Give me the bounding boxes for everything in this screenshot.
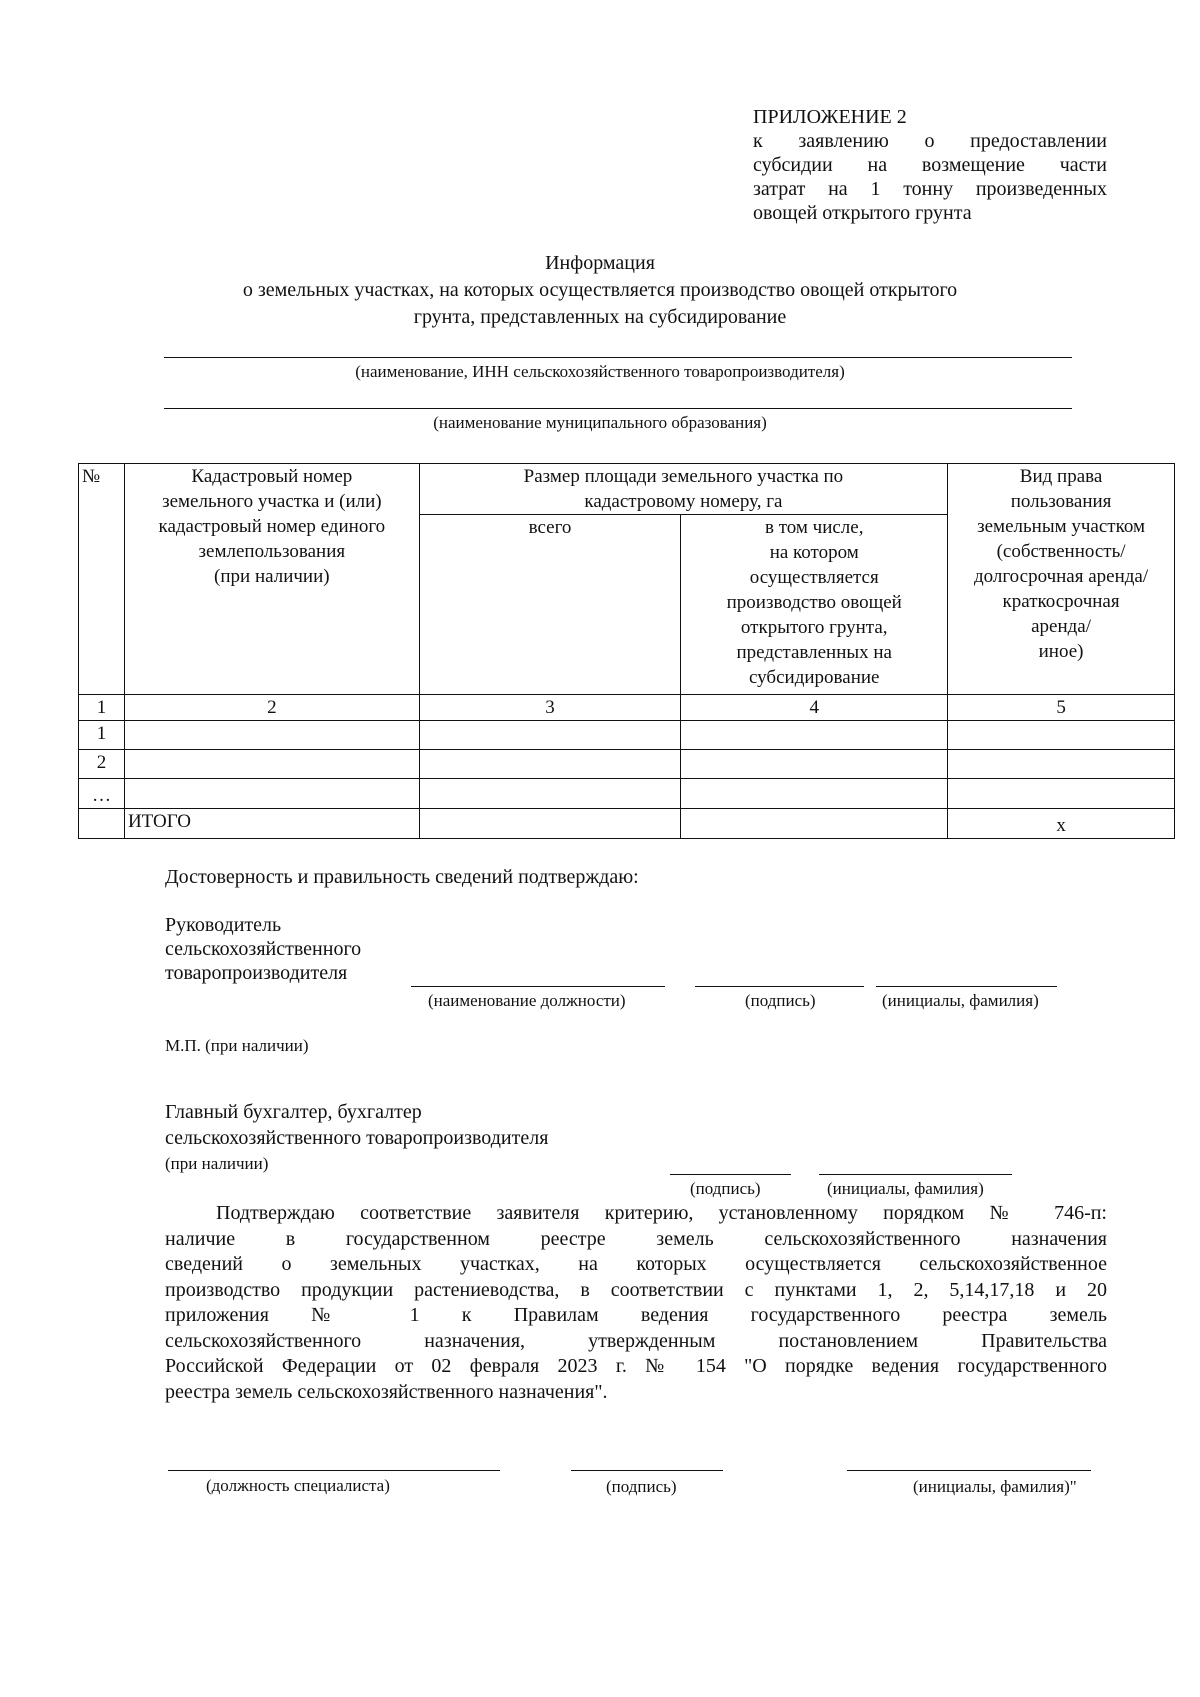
col-number: 4 bbox=[681, 695, 948, 721]
position-line bbox=[411, 986, 665, 987]
head-label: сельскохозяйственного bbox=[165, 938, 362, 960]
position-caption: (наименование должности) bbox=[428, 991, 626, 1010]
specialist-name-caption: (инициалы, фамилия)" bbox=[913, 1477, 1077, 1496]
paragraph-line: наличие в государственном реестре земель сельскохозяйственного назначения bbox=[165, 1228, 1107, 1250]
paragraph-line: Российской Федерации от 02 февраля 2023 г. № 154 "О порядке ведения государственного bbox=[165, 1355, 1107, 1377]
paragraph-line: производство продукции растениеводства, в соответствии с пунктами 1, 2, 5,14,17,18 и 20 bbox=[165, 1279, 1107, 1301]
land-plots-table bbox=[78, 463, 1175, 839]
document-subtitle: о земельных участках, на которых осуществляется производство овощей открытого bbox=[242, 279, 958, 301]
appendix-line: субсидии на возмещение части bbox=[753, 154, 1107, 176]
document-subtitle: грунта, представленных на субсидирование bbox=[413, 306, 787, 328]
accountant-name-line bbox=[819, 1174, 1012, 1175]
header-area: Размер площади земельного участка по кадастровому номеру, га bbox=[419, 464, 947, 515]
municipality-caption: (наименование муниципального образования) bbox=[433, 413, 767, 432]
row-num: … bbox=[79, 779, 125, 809]
head-label: товаропроизводителя bbox=[165, 962, 348, 984]
col-number: 1 bbox=[79, 695, 125, 721]
name-caption: (инициалы, фамилия) bbox=[882, 991, 1039, 1010]
document-title: Информация bbox=[545, 252, 655, 274]
paragraph-line: приложения № 1 к Правилам ведения государственного реестра земель bbox=[165, 1304, 1107, 1326]
accountant-name-caption: (инициалы, фамилия) bbox=[827, 1179, 984, 1198]
producer-line bbox=[164, 357, 1072, 358]
header-num: № bbox=[79, 464, 125, 695]
col-number: 3 bbox=[419, 695, 681, 721]
accountant-label: Главный бухгалтер, бухгалтер bbox=[165, 1101, 422, 1123]
paragraph-line: реестра земель сельскохозяйственного назначения". bbox=[165, 1381, 608, 1403]
specialist-signature-line bbox=[571, 1470, 723, 1471]
row-num: 1 bbox=[79, 721, 125, 750]
accountant-signature-caption: (подпись) bbox=[690, 1179, 761, 1198]
appendix-line: к заявлению о предоставлении bbox=[753, 130, 1107, 152]
header-cadastral: Кадастровый номер земельного участка и (или) кадастровый номер единого землепользования (при наличии) bbox=[124, 464, 419, 695]
stamp-label: М.П. (при наличии) bbox=[165, 1036, 309, 1055]
head-label: Руководитель bbox=[165, 914, 282, 936]
table-row bbox=[79, 779, 1175, 809]
col-number: 5 bbox=[948, 695, 1175, 721]
accountant-label: сельскохозяйственного товаропроизводителя bbox=[165, 1127, 549, 1149]
appendix-line: овощей открытого грунта bbox=[753, 202, 972, 224]
table-row bbox=[79, 750, 1175, 779]
name-line bbox=[876, 986, 1057, 987]
header-right-type: Вид права пользования земельным участком (собственность/ долгосрочная аренда/ краткосрочная аренда/ иное) bbox=[948, 464, 1175, 695]
signature-line bbox=[695, 986, 864, 987]
row-num: 2 bbox=[79, 750, 125, 779]
specialist-position-line bbox=[168, 1470, 500, 1471]
specialist-signature-caption: (подпись) bbox=[606, 1477, 677, 1496]
paragraph-line: сведений о земельных участках, на которых осуществляется сельскохозяйственное bbox=[165, 1253, 1107, 1275]
signature-caption: (подпись) bbox=[745, 991, 816, 1010]
total-col5: x bbox=[948, 809, 1175, 839]
column-numbers-row bbox=[79, 695, 1175, 721]
total-label: ИТОГО bbox=[124, 809, 419, 839]
table-row bbox=[79, 721, 1175, 750]
specialist-position-caption: (должность специалиста) bbox=[206, 1476, 390, 1495]
paragraph-line: сельскохозяйственного назначения, утвержденным постановлением Правительства bbox=[165, 1330, 1107, 1352]
total-row bbox=[79, 809, 1175, 839]
accountant-signature-line bbox=[670, 1174, 791, 1175]
appendix-line: затрат на 1 тонну произведенных bbox=[753, 178, 1107, 200]
accountant-note: (при наличии) bbox=[165, 1154, 269, 1173]
paragraph-line: Подтверждаю соответствие заявителя критерию, установленному порядком № 746-п: bbox=[216, 1202, 1107, 1224]
specialist-name-line bbox=[847, 1470, 1091, 1471]
header-including: в том числе, на котором осуществляется производство овощей открытого грунта, представленных на субсидирование bbox=[681, 515, 948, 695]
confirm-statement: Достоверность и правильность сведений подтверждаю: bbox=[165, 866, 639, 888]
appendix-title: ПРИЛОЖЕНИЕ 2 bbox=[753, 106, 907, 128]
col-number: 2 bbox=[124, 695, 419, 721]
municipality-line bbox=[164, 408, 1072, 409]
header-total: всего bbox=[419, 515, 681, 695]
producer-caption: (наименование, ИНН сельскохозяйственного товаропроизводителя) bbox=[355, 362, 845, 381]
